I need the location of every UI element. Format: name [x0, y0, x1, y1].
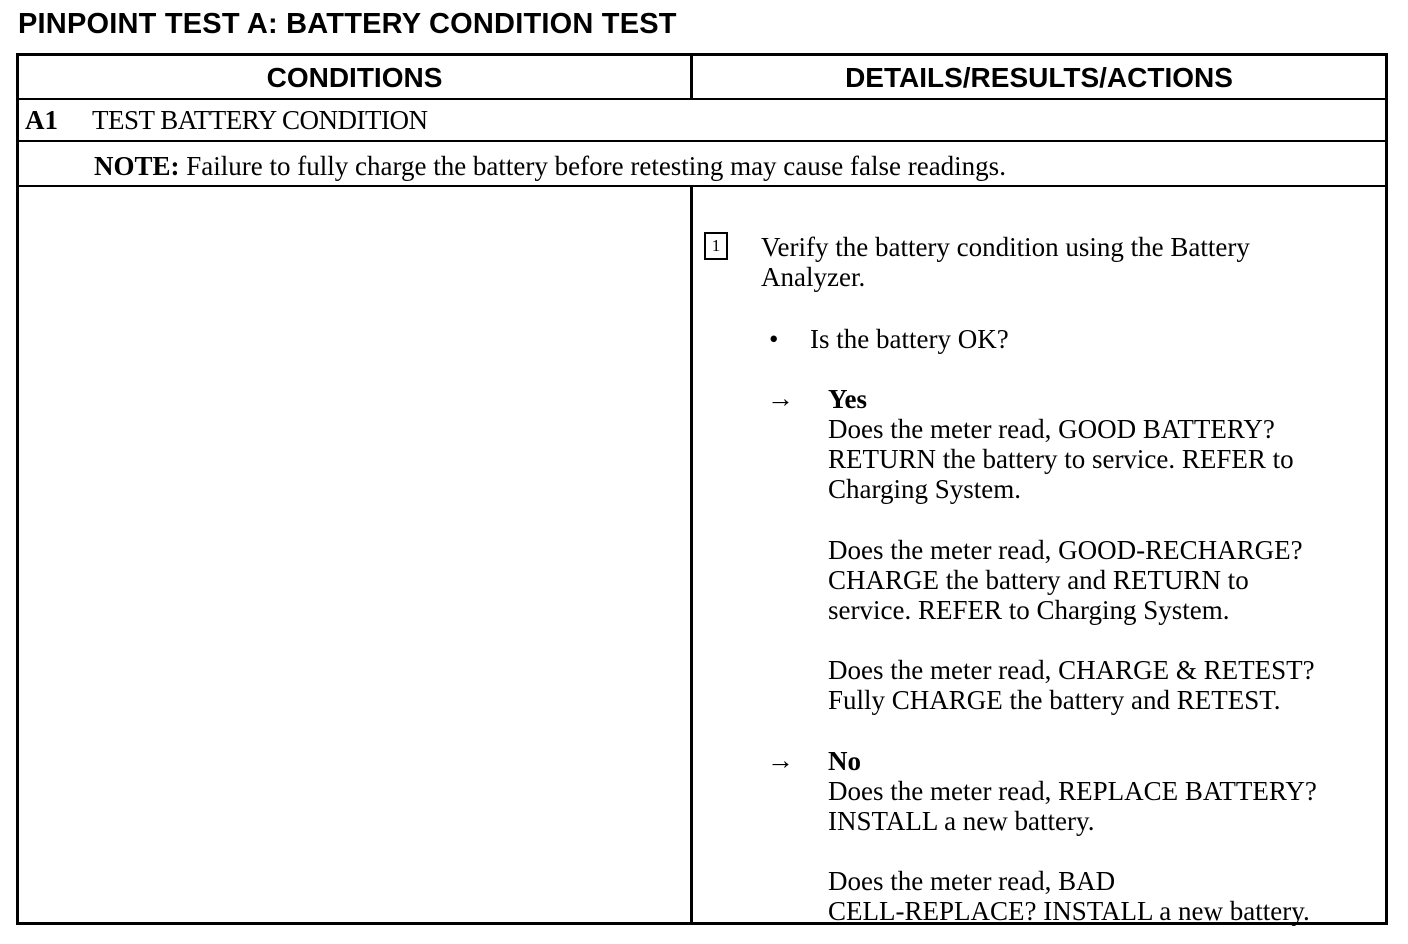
instruction-line: Analyzer. — [761, 262, 866, 292]
result-line: RETURN the battery to service. REFER to — [828, 444, 1294, 474]
step-id: A1 — [25, 105, 58, 135]
instruction — [761, 232, 1250, 292]
no-result-bad-cell — [828, 866, 1310, 926]
yes-result-good-recharge — [828, 535, 1303, 625]
yes-arrow-icon: → — [767, 383, 794, 413]
question: Is the battery OK? — [810, 324, 1009, 354]
note-label: NOTE: — [94, 151, 180, 181]
result-line: CHARGE the battery and RETURN to — [828, 565, 1249, 595]
note — [94, 151, 1006, 181]
result-line: Does the meter read, CHARGE & RETEST? — [828, 655, 1315, 685]
result-line: INSTALL a new battery. — [828, 806, 1095, 836]
note-rule — [19, 185, 1385, 187]
column-divider-body — [690, 186, 693, 925]
result-line: CELL-REPLACE? INSTALL a new battery. — [828, 896, 1310, 926]
details-header: DETAILS/RESULTS/ACTIONS — [845, 62, 1233, 93]
instruction-line: Verify the battery condition using the Battery — [761, 232, 1250, 262]
step-rule — [19, 140, 1385, 142]
no-label: No — [828, 746, 861, 776]
result-line: Charging System. — [828, 474, 1022, 504]
conditions-header: CONDITIONS — [266, 62, 443, 93]
header-rule — [19, 98, 1385, 100]
step-title: TEST BATTERY CONDITION — [92, 105, 428, 135]
yes-label: Yes — [828, 384, 867, 414]
pinpoint-test-table — [16, 53, 1388, 925]
result-line: Does the meter read, GOOD-RECHARGE? — [828, 535, 1303, 565]
result-line: Does the meter read, BAD — [828, 866, 1116, 896]
result-line: Does the meter read, REPLACE BATTERY? — [828, 776, 1317, 806]
note-text: Failure to fully charge the battery before retesting may cause false readings. — [186, 151, 1006, 181]
no-arrow-icon: → — [767, 745, 794, 775]
yes-result-charge-retest — [828, 655, 1315, 715]
page-title: PINPOINT TEST A: BATTERY CONDITION TEST — [18, 8, 677, 40]
yes-result-good-battery — [828, 414, 1294, 504]
substep-number-box: 1 — [704, 232, 728, 260]
result-line: service. REFER to Charging System. — [828, 595, 1230, 625]
result-line: Fully CHARGE the battery and RETEST. — [828, 685, 1281, 715]
no-result-replace-battery — [828, 776, 1317, 836]
bullet-icon: • — [769, 324, 779, 354]
result-line: Does the meter read, GOOD BATTERY? — [828, 414, 1275, 444]
